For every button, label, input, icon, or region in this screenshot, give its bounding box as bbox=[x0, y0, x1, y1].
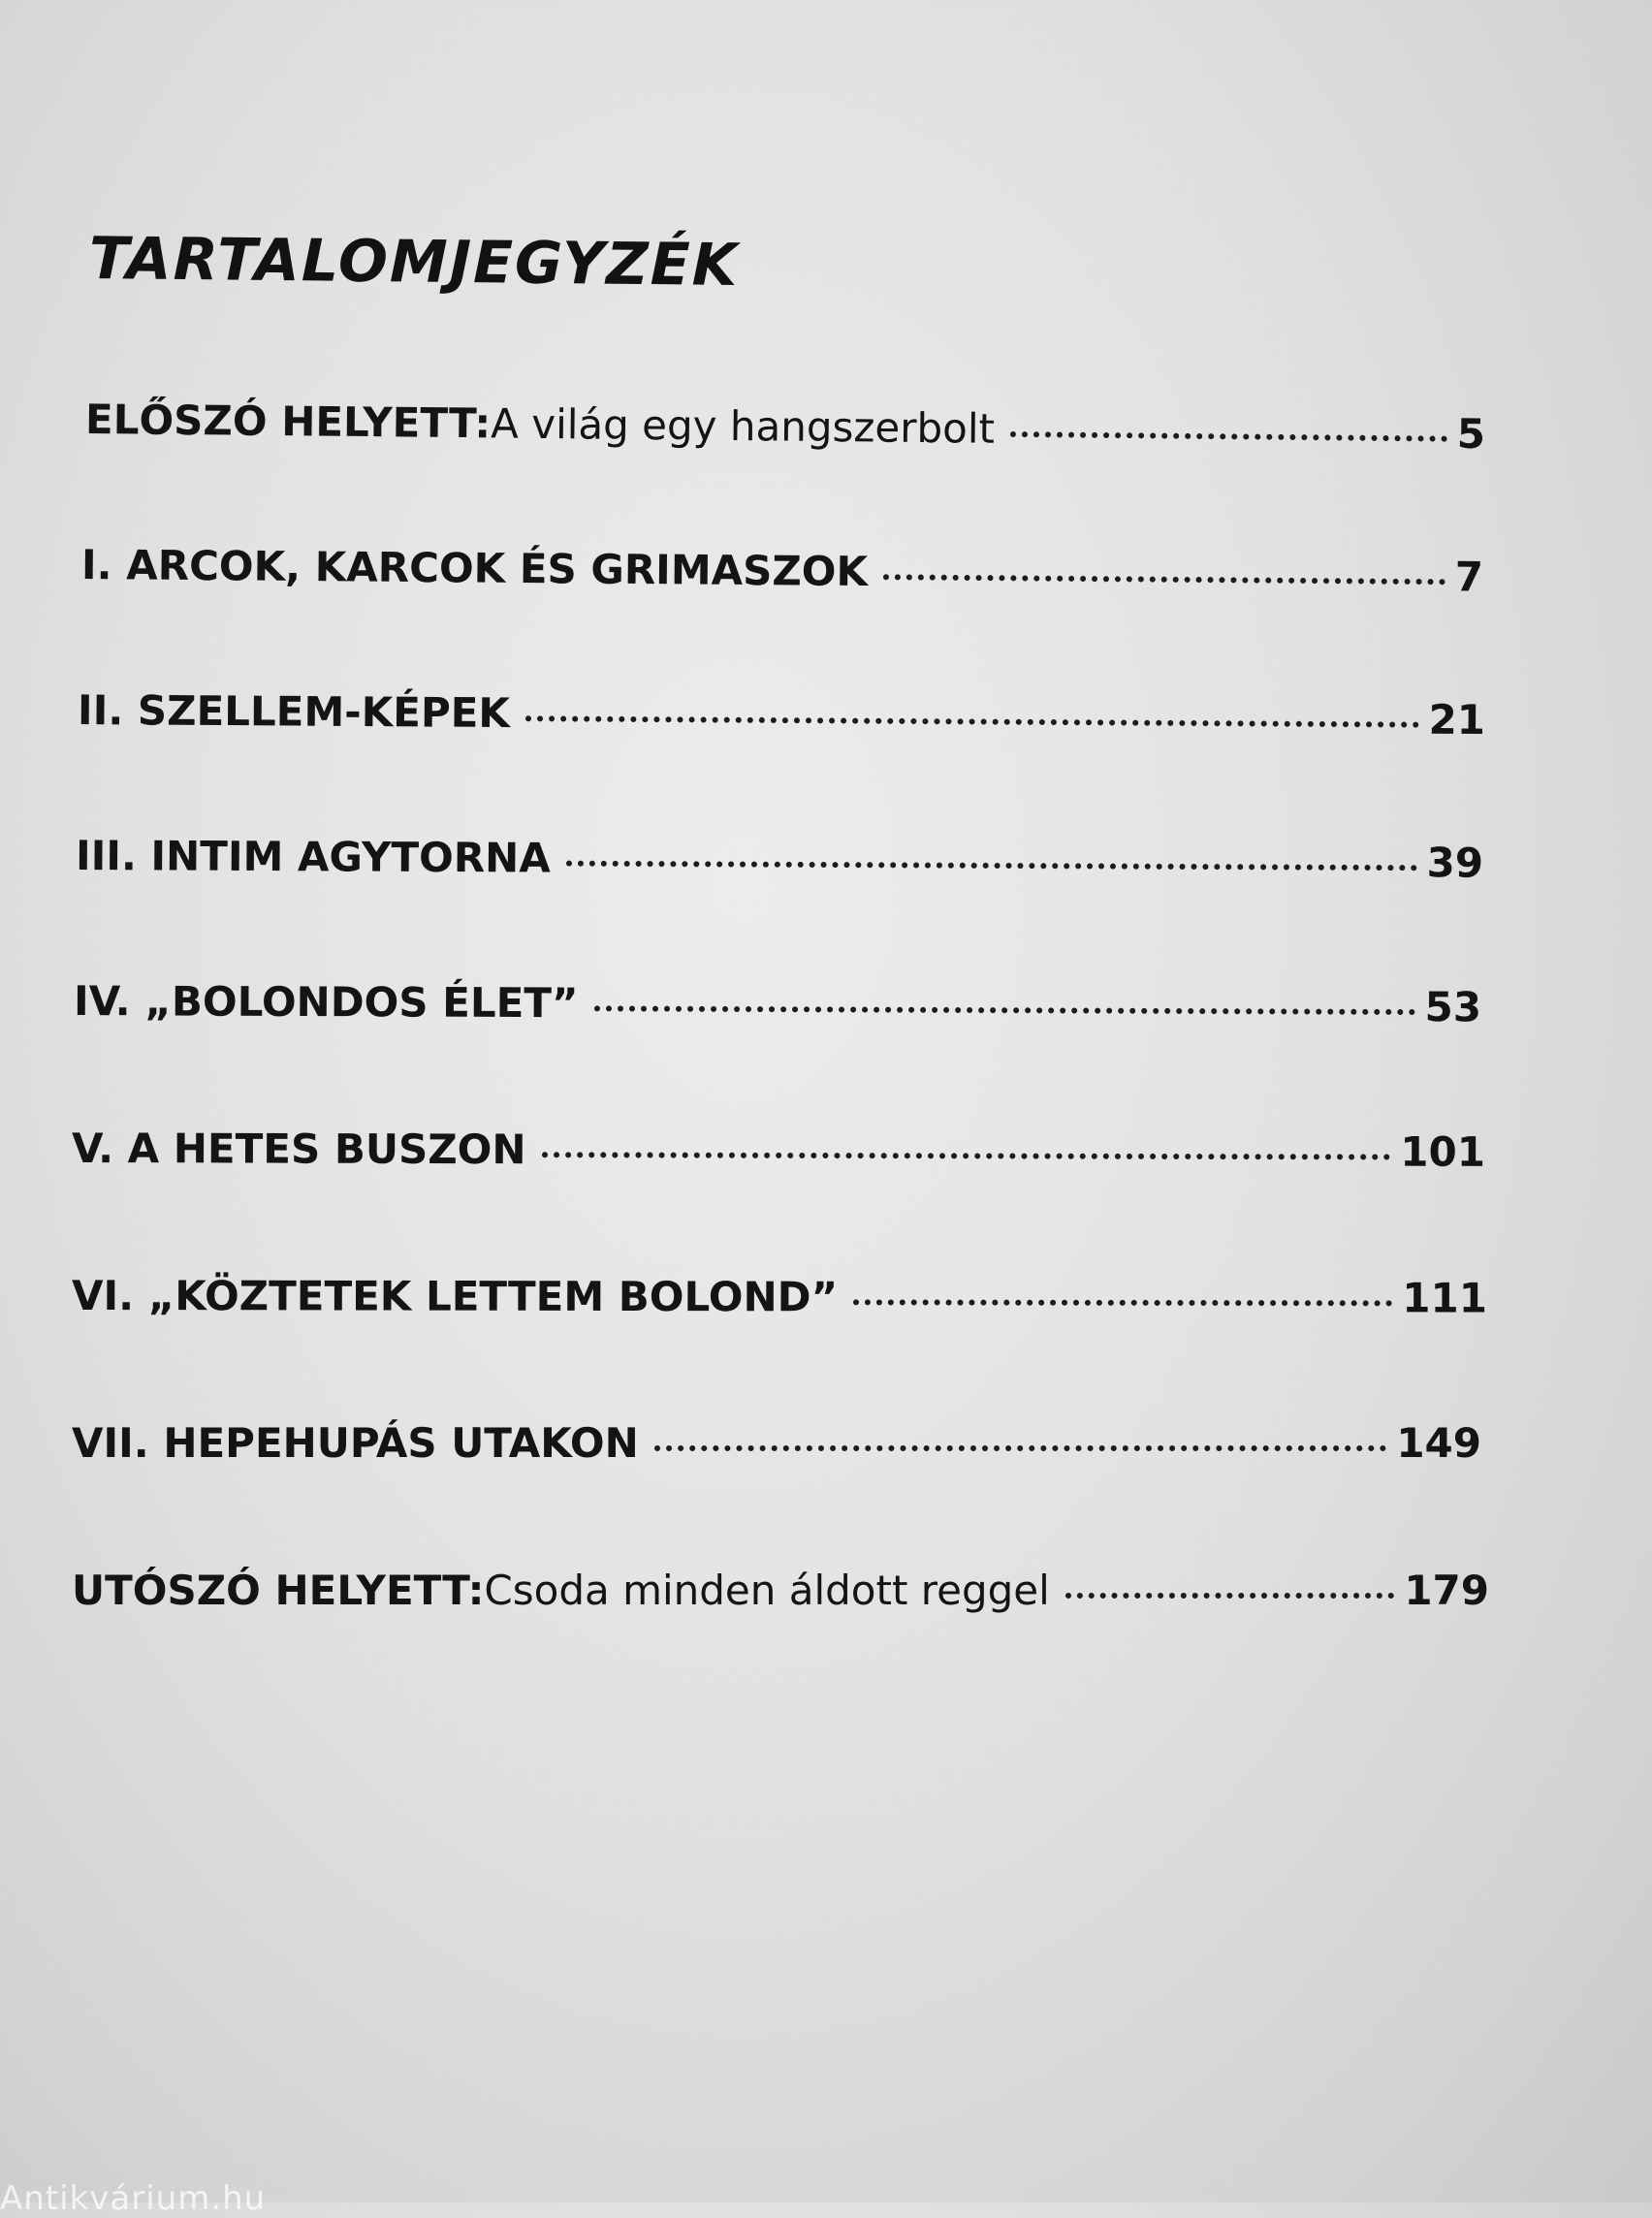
toc-entry-label: VI. „KÖZTETEK LETTEM BOLOND” bbox=[71, 1272, 839, 1321]
toc-entry-label: IV. „BOLONDOS ÉLET” bbox=[73, 977, 579, 1028]
dot-leader bbox=[525, 715, 1419, 727]
toc-entry bbox=[85, 396, 1486, 468]
toc-entry-subtitle: Csoda minden áldott reggel bbox=[484, 1567, 1050, 1614]
toc-entry-label: V. A HETES BUSZON bbox=[71, 1125, 526, 1174]
toc-title: TARTALOMJEGYZÉK bbox=[88, 225, 740, 301]
toc-entry-subtitle: A világ egy hangszerbolt bbox=[490, 399, 996, 453]
toc-entry bbox=[72, 1419, 1481, 1477]
toc-entry-label: I. ARCOK, KARCOK ÉS GRIMASZOK bbox=[80, 541, 869, 596]
dot-leader bbox=[853, 1299, 1392, 1306]
dot-leader bbox=[1065, 1593, 1395, 1599]
dot-leader bbox=[883, 574, 1446, 585]
watermark: Antikvárium.hu bbox=[0, 2179, 267, 2218]
dot-leader bbox=[1010, 431, 1447, 442]
toc-entry-page-number: 53 bbox=[1424, 983, 1482, 1031]
toc-entry bbox=[78, 686, 1485, 754]
dot-leader bbox=[594, 1005, 1415, 1015]
toc-entry-label: II. SZELLEM-KÉPEK bbox=[77, 686, 511, 738]
toc-entry bbox=[72, 1272, 1487, 1333]
toc-entry-label: III. INTIM AGYTORNA bbox=[75, 832, 551, 882]
toc-entry-page-number: 21 bbox=[1428, 695, 1486, 745]
toc-entry bbox=[76, 832, 1483, 898]
toc-entry-label: ELŐSZÓ HELYETT: bbox=[84, 396, 492, 448]
toc-entry-page-number: 101 bbox=[1400, 1127, 1486, 1176]
dot-leader bbox=[654, 1445, 1387, 1451]
toc-entry-page-number: 149 bbox=[1396, 1419, 1481, 1467]
dot-leader bbox=[542, 1152, 1391, 1159]
toc-entry-page-number: 7 bbox=[1454, 553, 1484, 601]
toc-entry bbox=[72, 1567, 1489, 1625]
toc-entry-page-number: 5 bbox=[1456, 409, 1486, 459]
toc-entry-page-number: 39 bbox=[1426, 839, 1484, 887]
toc-entry bbox=[72, 1125, 1485, 1187]
toc-entry-label: VII. HEPEHUPÁS UTAKON bbox=[72, 1419, 639, 1467]
toc-entry-page-number: 179 bbox=[1404, 1567, 1489, 1614]
toc-entry bbox=[81, 541, 1483, 612]
dot-leader bbox=[566, 861, 1417, 871]
toc-entry-label: UTÓSZÓ HELYETT: bbox=[72, 1567, 485, 1614]
toc-entry bbox=[74, 977, 1481, 1041]
toc-entry-page-number: 111 bbox=[1402, 1274, 1488, 1322]
